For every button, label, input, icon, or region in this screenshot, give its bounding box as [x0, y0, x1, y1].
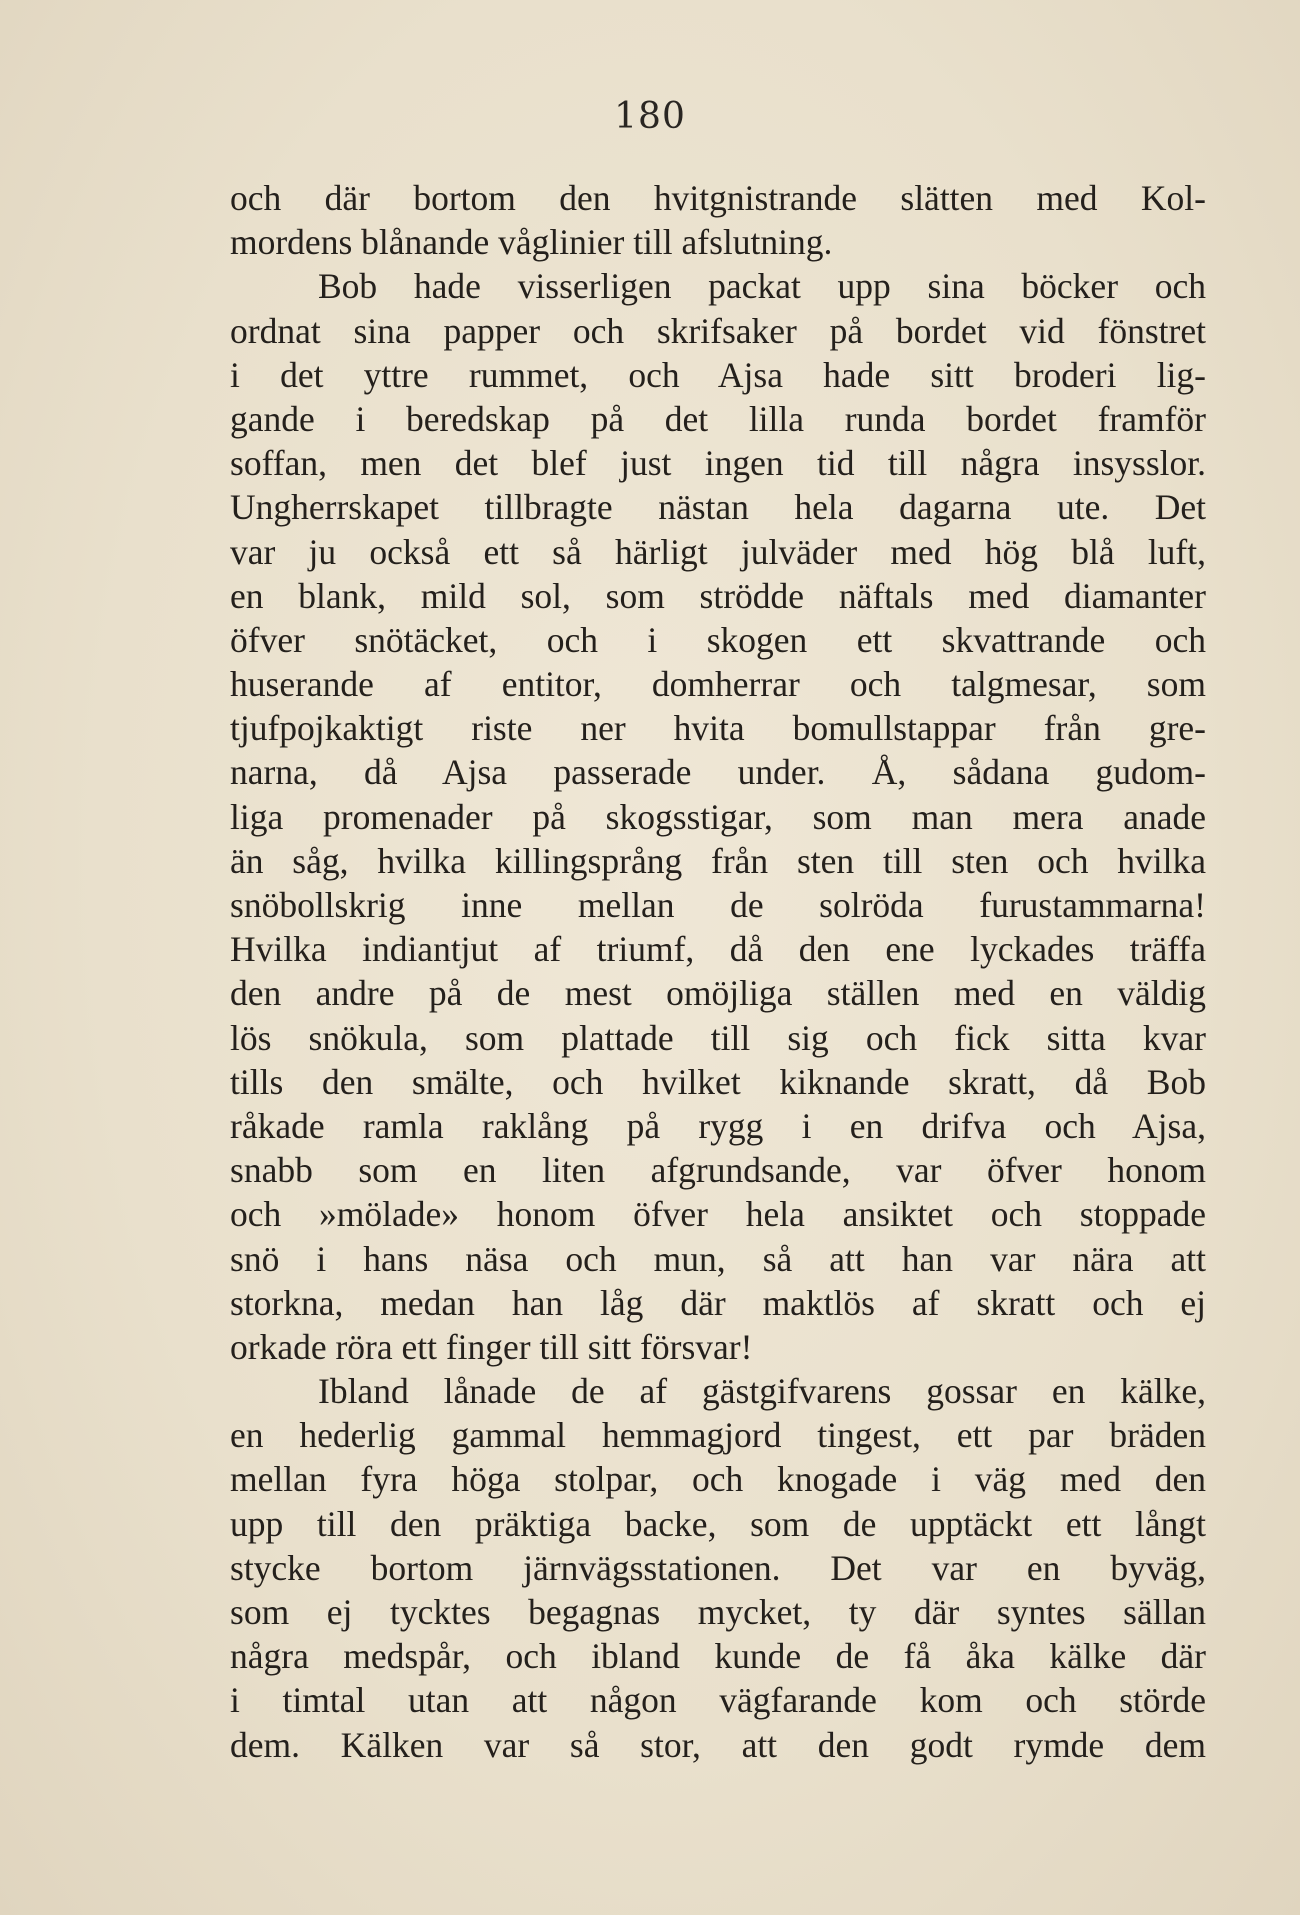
text-line: narna, då Ajsa passerade under. Å, sådana gudom- — [230, 752, 1206, 793]
text-line: Hvilka indiantjut af triumf, då den ene lyckades träffa — [230, 929, 1206, 970]
text-line: och där bortom den hvitgnistrande slätten med Kol- — [230, 178, 1206, 218]
text-line: mellan fyra höga stolpar, och knogade i väg med den — [230, 1459, 1206, 1500]
text-line: snö i hans näsa och mun, så att han var nära att — [230, 1238, 1206, 1279]
text-line: stycke bortom järnvägsstationen. Det var en byväg, — [230, 1547, 1206, 1588]
text-line: i timtal utan att någon vägfarande kom och störde — [230, 1680, 1206, 1721]
text-line: Ibland lånade de af gästgifvarens gossar en kälke, — [318, 1371, 1206, 1412]
text-line: tills den smälte, och hvilket kiknande skratt, då Bob — [230, 1061, 1206, 1102]
text-line: var ju också ett så härligt julväder med hög blå luft, — [230, 531, 1206, 572]
text-line: än såg, hvilka killingsprång från sten till sten och hvilka — [230, 840, 1206, 881]
text-line: Bob hade visserligen packat upp sina böcker och — [318, 266, 1206, 307]
paragraph-1 — [230, 176, 1206, 264]
text-line: lös snökula, som plattade till sig och fick sitta kvar — [230, 1017, 1206, 1058]
text-line: Ungherrskapet tillbragte nästan hela dagarna ute. Det — [230, 487, 1206, 528]
text-line: dem. Kälken var så stor, att den godt rymde dem — [230, 1724, 1206, 1765]
text-line: några medspår, och ibland kunde de få åka kälke där — [230, 1636, 1206, 1677]
text-line: orkade röra ett finger till sitt försvar! — [230, 1326, 753, 1367]
text-line: den andre på de mest omöjliga ställen med en väldig — [230, 973, 1206, 1014]
text-line: öfver snötäcket, och i skogen ett skvattrande och — [230, 619, 1206, 660]
page-number: 180 — [614, 96, 686, 137]
text-line: tjufpojkaktigt riste ner hvita bomullstappar från gre- — [230, 708, 1206, 749]
text-line: snabb som en liten afgrundsande, var öfver honom — [230, 1150, 1206, 1191]
body-text — [230, 176, 1206, 1767]
text-line: en blank, mild sol, som strödde näftals med diamanter — [230, 575, 1206, 616]
paragraph-3 — [230, 1369, 1206, 1767]
text-line: upp till den präktiga backe, som de upptäckt ett långt — [230, 1503, 1206, 1544]
text-line: soffan, men det blef just ingen tid till några insysslor. — [230, 443, 1206, 484]
text-line: i det yttre rummet, och Ajsa hade sitt broderi lig- — [230, 354, 1206, 395]
text-line: en hederlig gammal hemmagjord tingest, ett par bräden — [230, 1415, 1206, 1456]
text-line: gande i beredskap på det lilla runda bordet framför — [230, 398, 1206, 439]
text-line: huserande af entitor, domherrar och talgmesar, som — [230, 664, 1206, 705]
text-line: liga promenader på skogsstigar, som man mera anade — [230, 796, 1206, 837]
text-line: och »mölade» honom öfver hela ansiktet och stoppade — [230, 1194, 1206, 1235]
text-line: storkna, medan han låg där maktlös af skratt och ej — [230, 1282, 1206, 1323]
text-line: mordens blånande våglinier till afslutning. — [230, 222, 833, 263]
paragraph-2 — [230, 264, 1206, 1369]
text-line: som ej tycktes begagnas mycket, ty där syntes sällan — [230, 1592, 1206, 1632]
text-line: snöbollskrig inne mellan de solröda furustammarna! — [230, 885, 1206, 925]
text-line: råkade ramla raklång på rygg i en drifva och Ajsa, — [230, 1105, 1206, 1146]
text-line: ordnat sina papper och skrifsaker på bordet vid fönstret — [230, 310, 1206, 351]
